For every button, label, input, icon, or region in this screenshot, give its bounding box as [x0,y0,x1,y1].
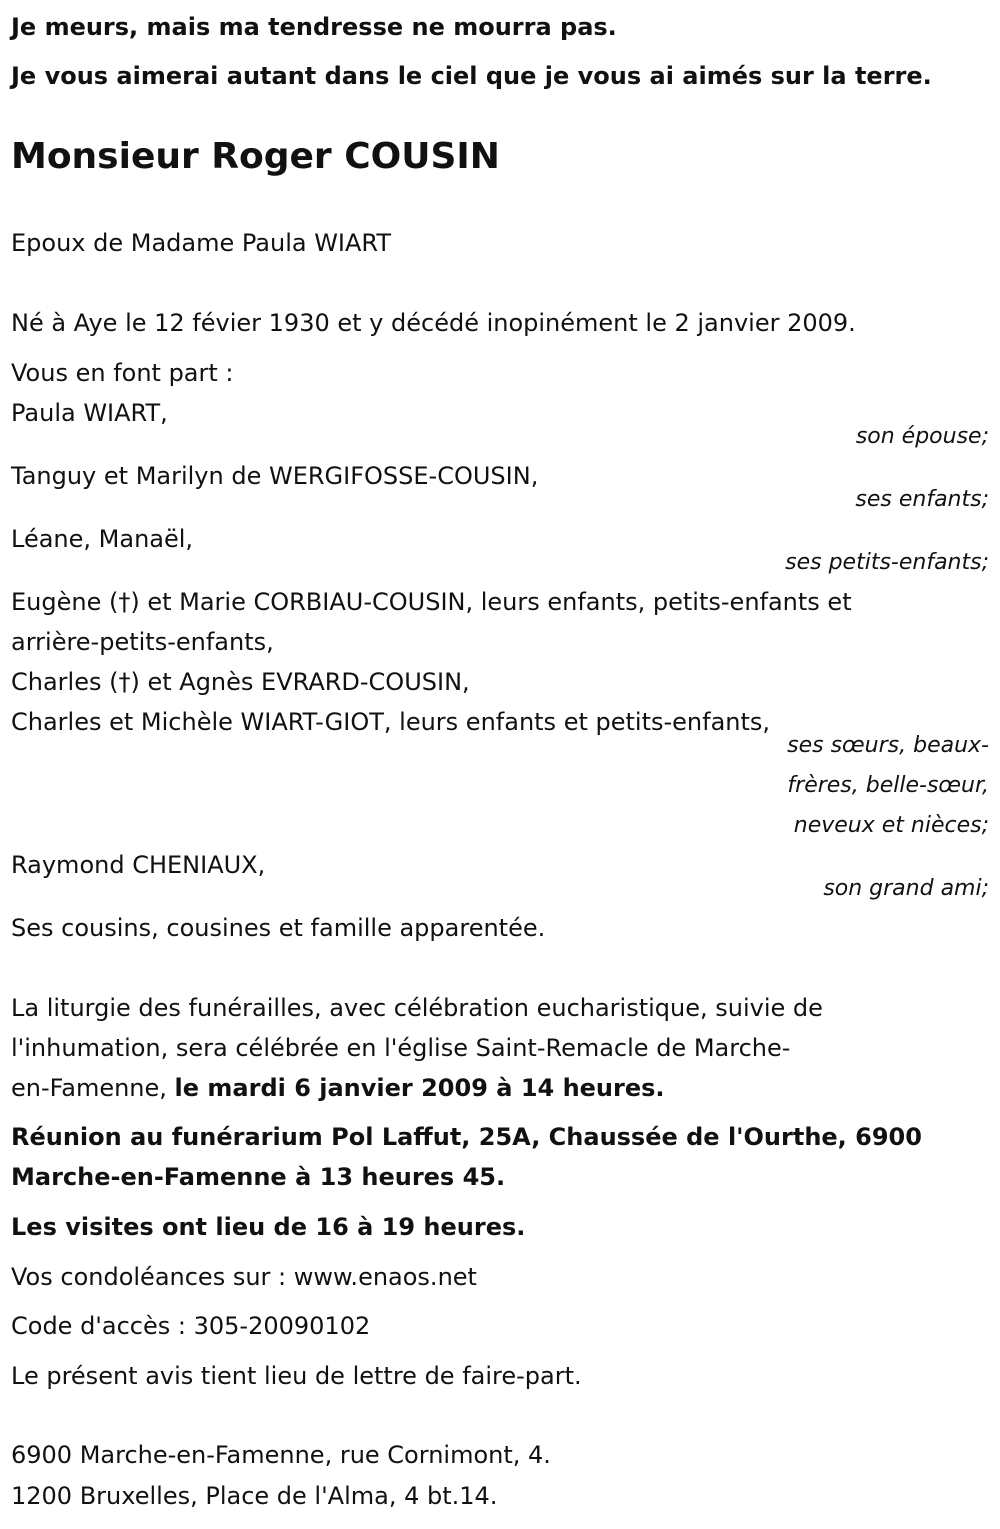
condolences-line: Vos condoléances sur : www.enaos.net [11,1263,477,1291]
family-sibling-1a: Eugène (†) et Marie CORBIAU-COUSIN, leurs enfants, petits-enfants et [11,588,852,616]
relation-siblings-3: neveux et nièces; [793,813,989,838]
address-1: 6900 Marche-en-Famenne, rue Cornimont, 4. [11,1441,551,1469]
relation-grandchildren: ses petits-enfants; [785,550,989,575]
obituary-notice [11,0,989,1529]
relation-spouse: son épouse; [855,424,989,449]
family-grandchildren: Léane, Manaël, [11,525,194,553]
ceremony-line-3 [11,1073,665,1103]
reunion-line-2: Marche-en-Famenne à 13 heures 45. [11,1163,506,1191]
ceremony-line-1: La liturgie des funérailles, avec célébration eucharistique, suivie de [11,994,823,1022]
family-cousins: Ses cousins, cousines et famille apparentée. [11,914,546,942]
deceased-name: Monsieur Roger COUSIN [11,136,500,177]
relation-siblings-1: ses sœurs, beaux- [787,733,989,758]
notice-line: Le présent avis tient lieu de lettre de faire-part. [11,1362,582,1390]
ceremony-line-2: l'inhumation, sera célébrée en l'église Saint-Remacle de Marche- [11,1034,791,1062]
spouse-line: Epoux de Madame Paula WIART [11,229,392,257]
family-sibling-1b: arrière-petits-enfants, [11,628,274,656]
family-sibling-3: Charles et Michèle WIART-GIOT, leurs enfants et petits-enfants, [11,708,771,736]
quote-line-2: Je vous aimerai autant dans le ciel que je vous ai aimés sur la terre. [11,62,932,90]
visits-line: Les visites ont lieu de 16 à 19 heures. [11,1213,526,1241]
relation-friend: son grand ami; [823,876,989,901]
relation-children: ses enfants; [855,487,989,512]
address-2: 1200 Bruxelles, Place de l'Alma, 4 bt.14. [11,1482,498,1510]
reunion-line-1: Réunion au funérarium Pol Laffut, 25A, Chaussée de l'Ourthe, 6900 [11,1123,922,1151]
family-children: Tanguy et Marilyn de WERGIFOSSE-COUSIN, [11,462,539,490]
family-intro: Vous en font part : [11,359,234,387]
birth-death-line: Né à Aye le 12 févier 1930 et y décédé inopinément le 2 janvier 2009. [11,309,856,337]
ceremony-line-3-text: en-Famenne, [11,1074,175,1102]
relation-siblings-2: frères, belle-sœur, [787,773,989,798]
family-sibling-2: Charles (†) et Agnès EVRARD-COUSIN, [11,668,470,696]
family-spouse: Paula WIART, [11,399,168,427]
access-code-line: Code d'accès : 305-20090102 [11,1312,371,1340]
family-friend: Raymond CHENIAUX, [11,851,266,879]
ceremony-datetime: le mardi 6 janvier 2009 à 14 heures. [174,1074,665,1102]
quote-line-1: Je meurs, mais ma tendresse ne mourra pas. [11,13,617,41]
